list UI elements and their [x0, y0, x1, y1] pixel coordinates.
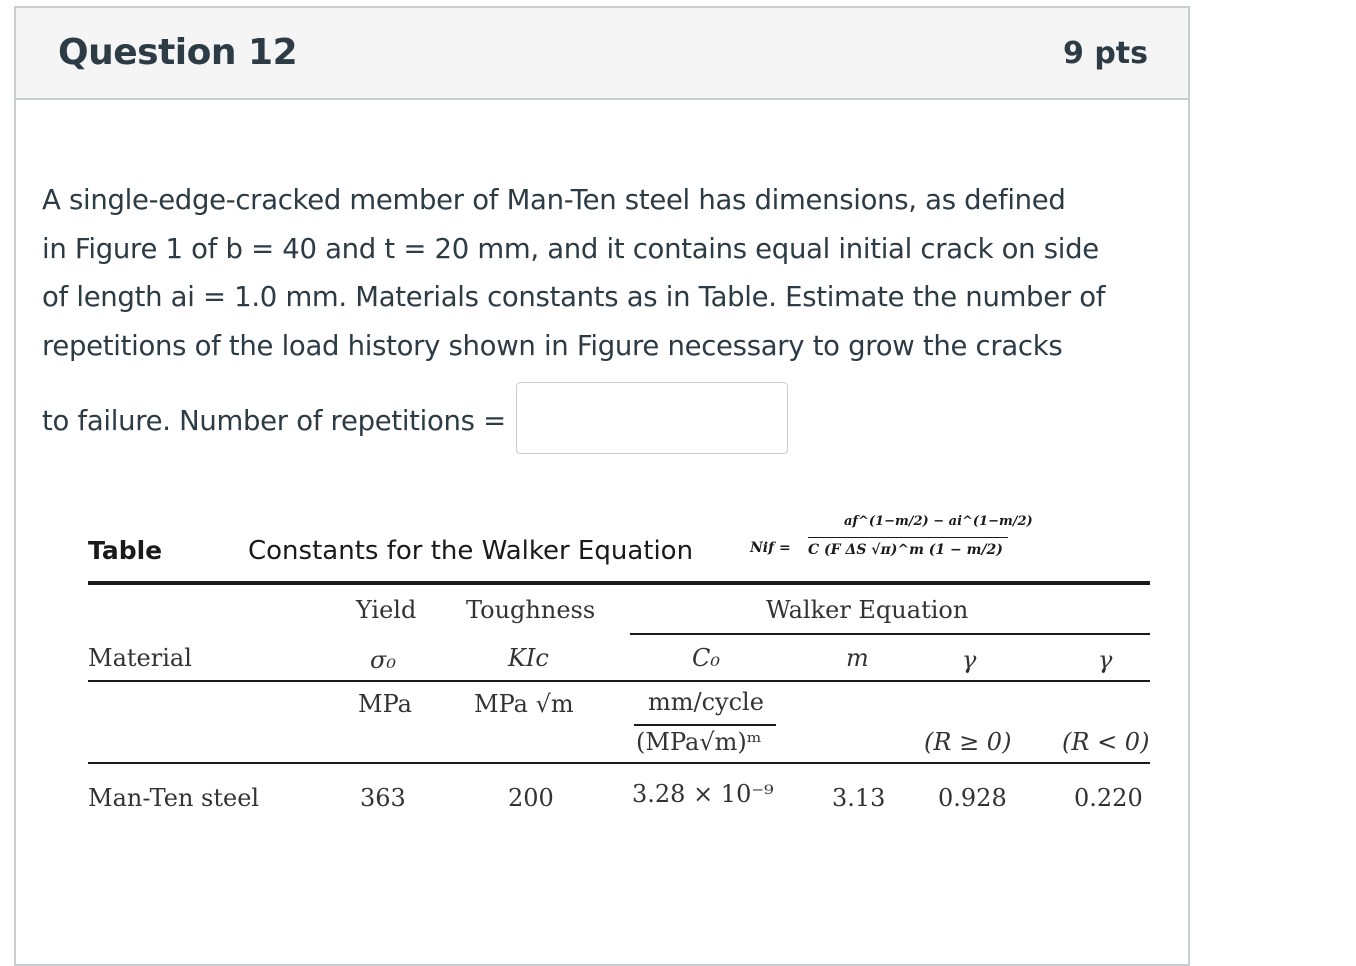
row-material: Man-Ten steel: [88, 784, 260, 812]
unit-c0-bottom: (MPa√m)ᵐ: [636, 728, 762, 756]
header-bottom-rule: [88, 762, 1150, 764]
row-m: 3.13: [832, 784, 886, 812]
formula-fraction-bar: [808, 537, 1008, 538]
row-c0: 3.28 × 10⁻⁹: [632, 780, 774, 808]
row-gamma-neg: 0.220: [1074, 784, 1143, 812]
table-top-rule: [88, 581, 1150, 585]
header-yield: Yield: [356, 596, 417, 624]
header-c0: C₀: [692, 644, 720, 672]
table-label: Table: [88, 536, 163, 565]
header-gamma-pos: γ: [962, 646, 977, 674]
walker-formula: [750, 510, 1050, 572]
header-toughness: Toughness: [466, 596, 596, 624]
answer-input[interactable]: [516, 382, 788, 454]
question-title: Question 12: [58, 32, 298, 73]
walker-group-rule: [630, 633, 1150, 635]
question-text-line: of length ai = 1.0 mm. Materials constants as in Table. Estimate the number of: [42, 281, 1106, 313]
unit-mpa: MPa: [358, 690, 412, 718]
row-yield: 363: [360, 784, 406, 812]
table-caption: Constants for the Walker Equation: [248, 536, 694, 566]
c0-unit-fraction-rule: [634, 724, 776, 726]
walker-table-figure: [74, 510, 1154, 830]
question-points: 9 pts: [1063, 36, 1148, 71]
unit-mpa-sqrt-m: MPa √m: [474, 690, 574, 718]
header-kic: KIc: [508, 644, 549, 672]
question-text-line: repetitions of the load history shown in Figure necessary to grow the cracks: [42, 329, 1063, 362]
header-material: Material: [88, 644, 192, 672]
row-toughness: 200: [508, 784, 554, 812]
header-walker-equation: Walker Equation: [766, 596, 969, 624]
unit-c0-top: mm/cycle: [648, 688, 764, 716]
question-header: [16, 8, 1188, 100]
question-text: [42, 176, 1142, 458]
answer-line: [42, 386, 1142, 458]
unit-gamma-neg-condition: (R < 0): [1062, 728, 1150, 756]
question-text-line: A single-edge-cracked member of Man-Ten steel has dimensions, as defined: [42, 184, 1066, 216]
header-mid-rule: [88, 680, 1150, 682]
unit-gamma-pos-condition: (R ≥ 0): [924, 728, 1012, 756]
formula-lhs: Nif =: [750, 540, 791, 556]
formula-denominator: C (F ΔS √π)^m (1 − m/2): [808, 542, 1003, 558]
row-gamma-pos: 0.928: [938, 784, 1007, 812]
answer-prompt: to failure. Number of repetitions =: [42, 405, 506, 437]
header-m: m: [846, 644, 869, 672]
header-gamma-neg: γ: [1098, 646, 1113, 674]
header-sigma: σ₀: [370, 646, 397, 674]
question-text-line: in Figure 1 of b = 40 and t = 20 mm, and it contains equal initial crack on side: [42, 232, 1099, 265]
formula-numerator: af^(1−m/2) − ai^(1−m/2): [844, 514, 1033, 529]
